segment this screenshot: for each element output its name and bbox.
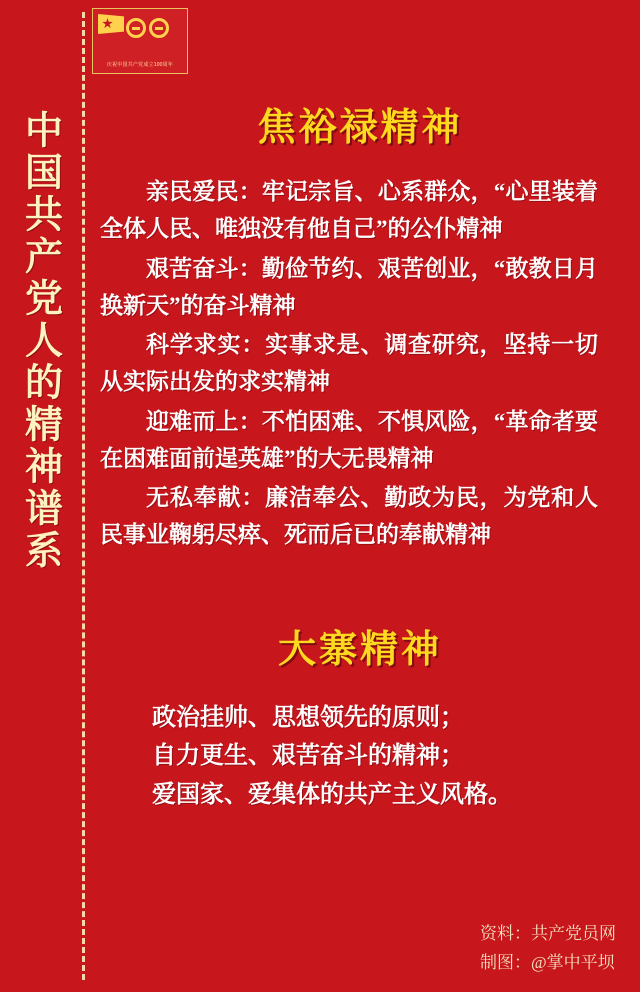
list-item: 政治挂帅、思想领先的原则； (152, 704, 464, 731)
section-title-jiaoyulu: 焦裕禄精神 (257, 107, 463, 149)
poster-content (100, 96, 620, 815)
zero-ring-icon (126, 18, 146, 38)
left-title-column (0, 0, 78, 992)
party-flag-icon (98, 14, 124, 34)
paragraph: 无私奉献：廉洁奉公、勤政为民，为党和人民事业鞠躬尽瘁、死而后已的奉献精神 (100, 485, 598, 548)
credits (480, 920, 616, 978)
section-body-dazhai (100, 699, 620, 816)
credit-source: 资料：共产党员网 (480, 924, 616, 944)
paragraph: 科学求实：实事求是、调查研究，坚持一切从实际出发的求实精神 (100, 332, 598, 395)
credit-designer: 制图：@掌中平坝 (480, 953, 615, 973)
list-item: 爱国家、爱集体的共产主义风格。 (152, 782, 512, 809)
section-body-jiaoyulu (100, 173, 620, 554)
section-title-dazhai: 大寨精神 (277, 628, 442, 671)
paragraph: 艰苦奋斗：勤俭节约、艰苦创业，“敢教日月换新天”的奋斗精神 (100, 255, 598, 318)
paragraph: 迎难而上：不怕困难、不惧风险，“革命者要在困难面前逞英雄”的大无畏精神 (100, 408, 598, 471)
poster-vertical-title: 中国共产党人的精神谱系 (18, 110, 61, 572)
party-anniversary-emblem (92, 8, 188, 74)
paragraph: 亲民爱民：牢记宗旨、心系群众，“心里装着全体人民、唯独没有他自己”的公仆精神 (100, 179, 598, 242)
dashed-divider (82, 12, 85, 980)
ring-bar-icon (155, 27, 163, 30)
zero-ring-icon (149, 18, 169, 38)
emblem-graphic (93, 9, 187, 73)
emblem-caption: 庆祝中国共产党成立100周年 (106, 61, 174, 68)
ring-bar-icon (132, 27, 140, 30)
list-item: 自力更生、艰苦奋斗的精神； (152, 743, 464, 770)
